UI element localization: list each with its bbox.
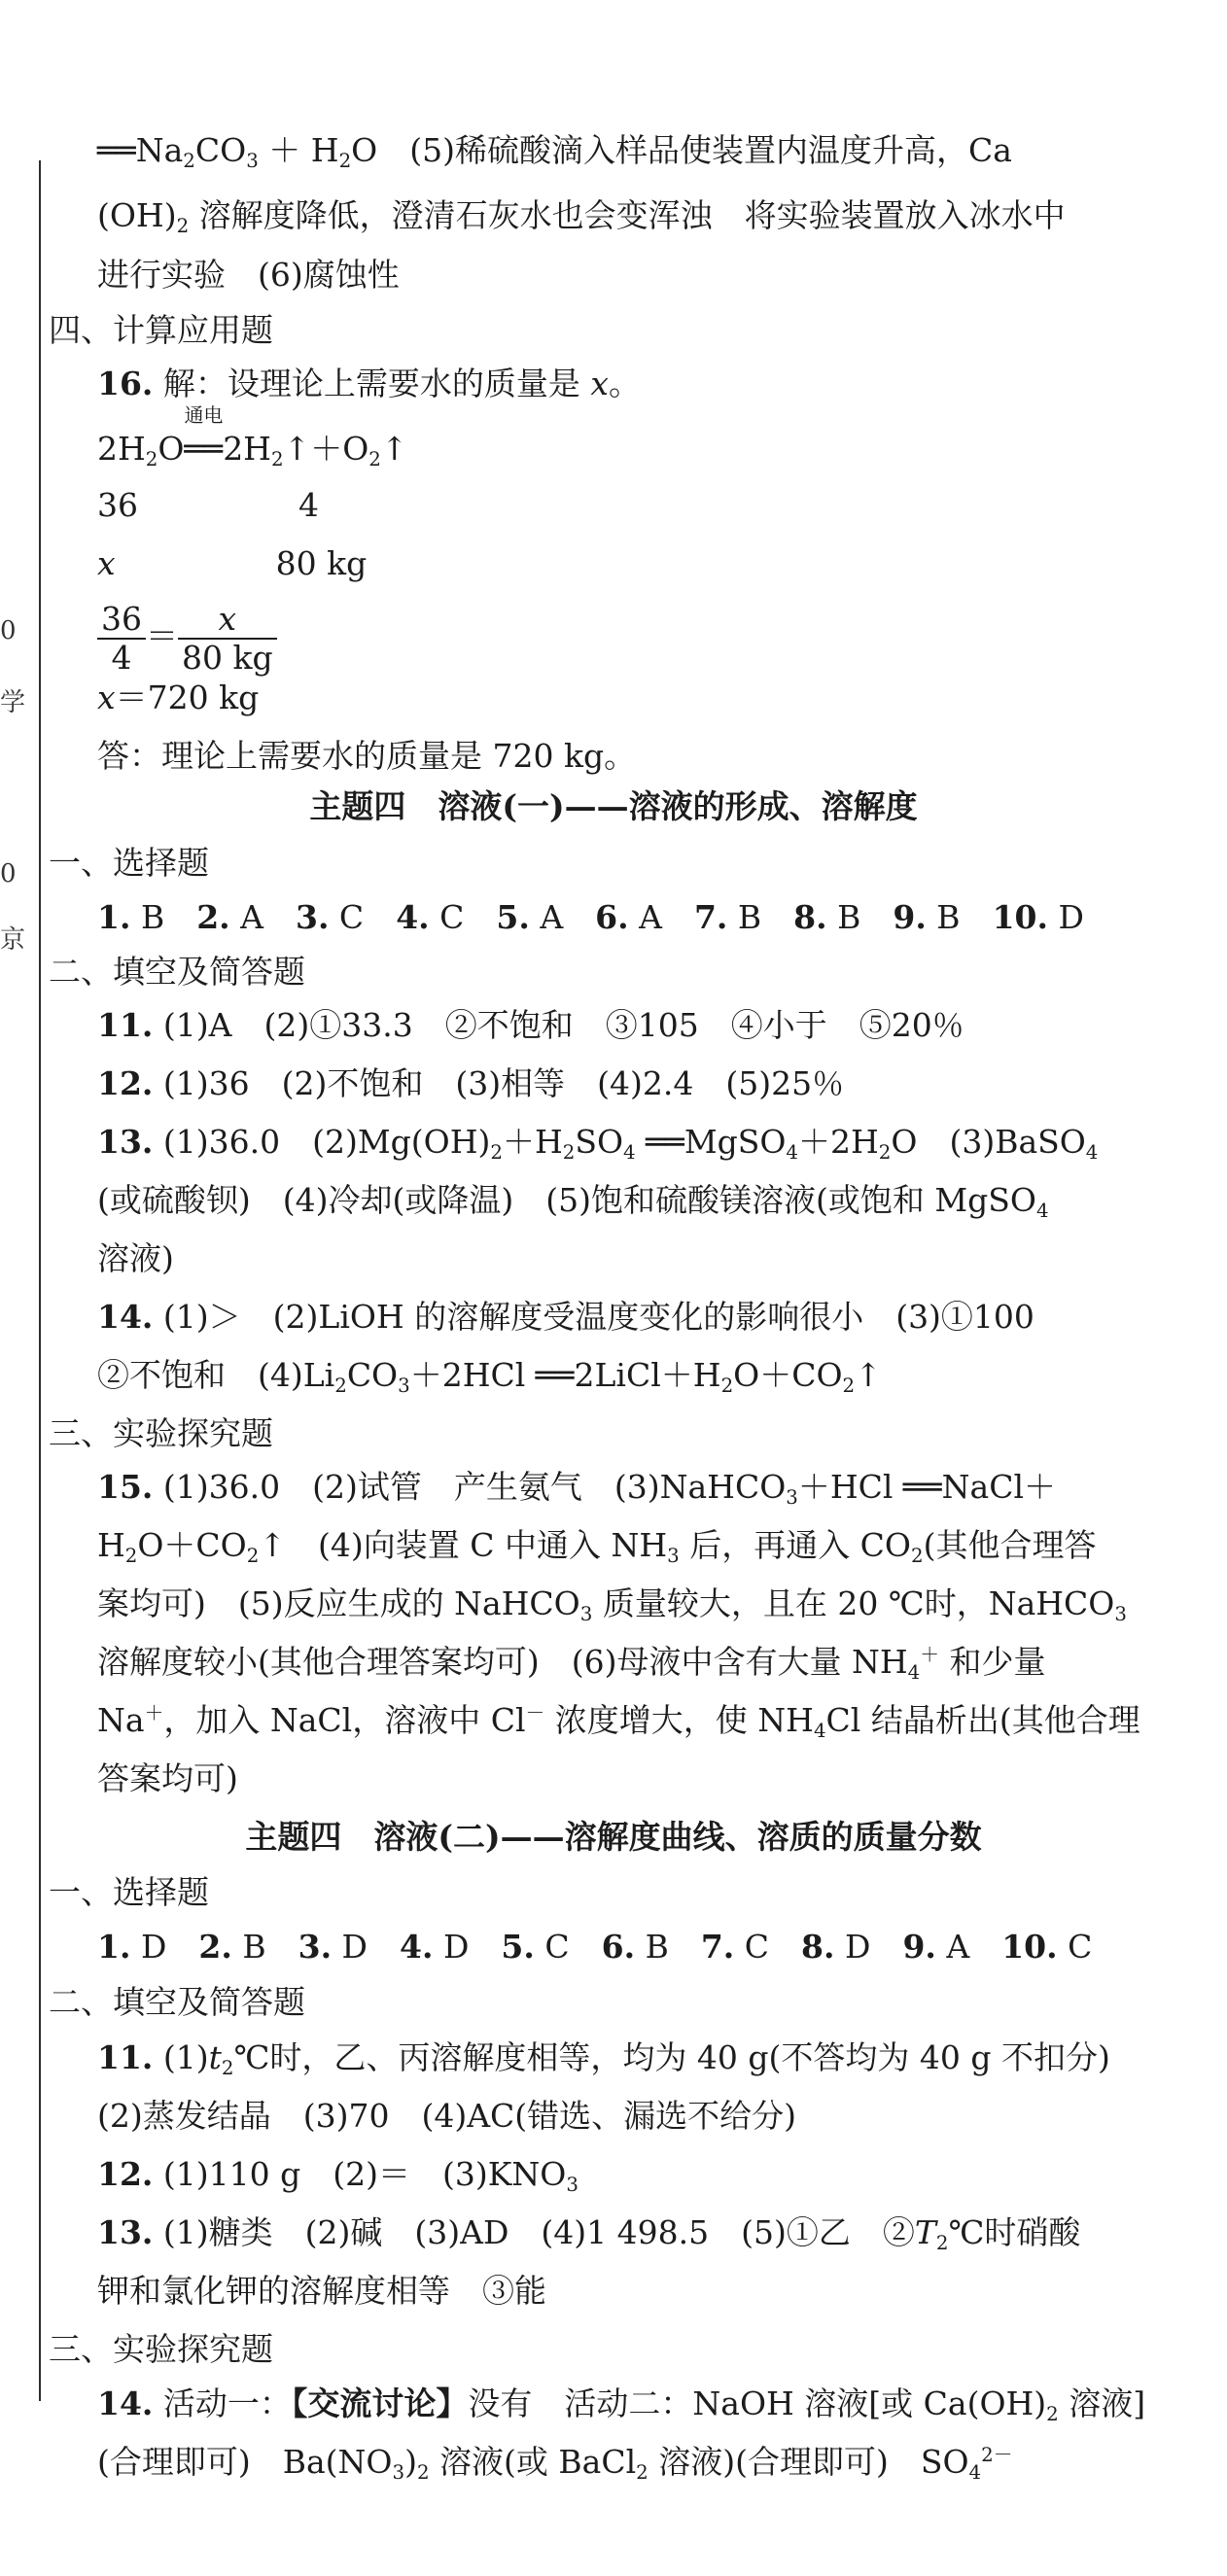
answer-line: (2)蒸发结晶 (3)70 (4)AC(错选、漏选不给分)	[97, 2097, 797, 2135]
answer-line: 答：理论上需要水的质量是 720 kg。	[97, 737, 637, 775]
answer-line: $══Na_2CO_3 + H_2O$ (5)稀硫酸滴入样品使装置内温度升高，Ca	[97, 131, 1012, 172]
section-heading: 二、填空及简答题	[49, 1983, 305, 2021]
answer-line: x＝720 kg	[97, 679, 260, 716]
answer-line: 16. 解：设理论上需要水的质量是 x。	[97, 365, 642, 402]
topic-title: 主题四 溶液(二)——溶解度曲线、溶质的质量分数	[245, 1818, 982, 1856]
answer-line: 案均可) (5)反应生成的 NaHCO$_3$ 质量较大，且在 20 ℃时，NaHCO$_3$	[97, 1584, 1127, 1625]
answer-line: ②不饱和 $(4)Li_2CO_3+2HCl$ $══2LiCl+H_2O+CO_2↑$	[97, 1356, 882, 1397]
cropped-edge-char: 京	[0, 925, 26, 955]
answer-line: 15. (1)36.0 (2)试管 产生氨气 (3)NaHCO$_3$＋HCl ══NaCl＋	[97, 1468, 1057, 1509]
answer-line: 溶解度较小(其他合理答案均可) (6)母液中含有大量 $NH_4^+$ 和少量	[97, 1643, 1046, 1684]
answer-line: Na＋，加入 NaCl，溶液中 Cl－ 浓度增大，使 $NH_4Cl$ 结晶析出(其他合理	[97, 1701, 1140, 1742]
answer-line: 11. $(1)t_2℃$时，乙、丙溶解度相等，均为 40 g(不答均为 40 g 不扣分)	[97, 2038, 1110, 2079]
answer-line: $\frac{36}{4}$ ＝ $\frac{x}{80 kg}$	[97, 601, 277, 677]
answer-line: 1. D 2. B 3. D 4. D 5. C 6. B 7. C 8. D 9. A 10. C	[97, 1928, 1093, 1966]
topic-title: 主题四 溶液(一)——溶液的形成、溶解度	[309, 787, 918, 825]
answer-line: 11. (1)A (2)①33.3 ②不饱和 ③105 ④小于 ⑤20％	[97, 1006, 964, 1044]
answer-line: 钾和氯化钾的溶解度相等 ③能	[97, 2272, 546, 2310]
answer-line: $2H_2O$ 通电 $══2H_2↑+O_2↑$	[97, 403, 408, 470]
answer-line: 13. (1)36.0 $(2)Mg(OH)_2+H_2SO_4$ $══MgSO_4+2H_2O$ (3)BaSO$_4$	[97, 1123, 1099, 1164]
section-heading: 一、选择题	[49, 844, 209, 882]
answer-line: x 80 kg	[97, 544, 368, 582]
answer-line: (合理即可) $Ba(NO_3)_2$ 溶液(或 BaCl$_2$ 溶液)(合理即可) $SO_4^{2-}$	[97, 2443, 1013, 2484]
answer-line: (或硫酸钡) (4)冷却(或降温) (5)饱和硫酸镁溶液(或饱和 MgSO$_4$	[97, 1181, 1049, 1222]
answer-line: 36 4	[97, 486, 319, 524]
section-heading: 三、实验探究题	[49, 1414, 273, 1452]
answer-line: 进行实验 (6)腐蚀性	[97, 256, 400, 294]
cropped-edge-char: 0	[0, 616, 17, 645]
answer-line: $H_2O+CO_2↑$ (4)向装置 C 中通入 $NH_3$ 后，再通入 $CO_2$(其他合理答	[97, 1526, 1097, 1567]
answer-line: 12. (1)110 g (2)＝ $(3)KNO_3$	[97, 2155, 578, 2196]
section-heading: 四、计算应用题	[49, 311, 273, 349]
answer-line: 答案均可)	[97, 1759, 238, 1797]
answer-line: 1. B 2. A 3. C 4. C 5. A 6. A 7. B 8. B 9. B 10. D	[97, 898, 1084, 936]
answer-line: 13. (1)糖类 (2)碱 (3)AD (4)1 498.5 (5)①乙 $②T_2℃$时硝酸	[97, 2213, 1081, 2254]
section-heading: 二、填空及简答题	[49, 953, 305, 991]
section-heading: 三、实验探究题	[49, 2330, 273, 2368]
answer-line: 溶液)	[97, 1239, 174, 1277]
answer-line: 12. (1)36 (2)不饱和 (3)相等 (4)2.4 (5)25％	[97, 1064, 845, 1102]
cropped-edge-char: 0	[0, 859, 17, 888]
cropped-edge-char: 学	[0, 688, 26, 717]
section-heading: 一、选择题	[49, 1873, 209, 1911]
answer-line: 14. (1)＞ (2)LiOH 的溶解度受温度变化的影响很小 (3)①100	[97, 1298, 1034, 1336]
answer-line: $(OH)_2$ 溶解度降低，澄清石灰水也会变浑浊 将实验装置放入冰水中	[97, 196, 1066, 237]
answer-line: 14. 活动一：【交流讨论】没有 活动二：NaOH 溶液[或 $Ca(OH)_2$ 溶液]	[97, 2385, 1146, 2425]
